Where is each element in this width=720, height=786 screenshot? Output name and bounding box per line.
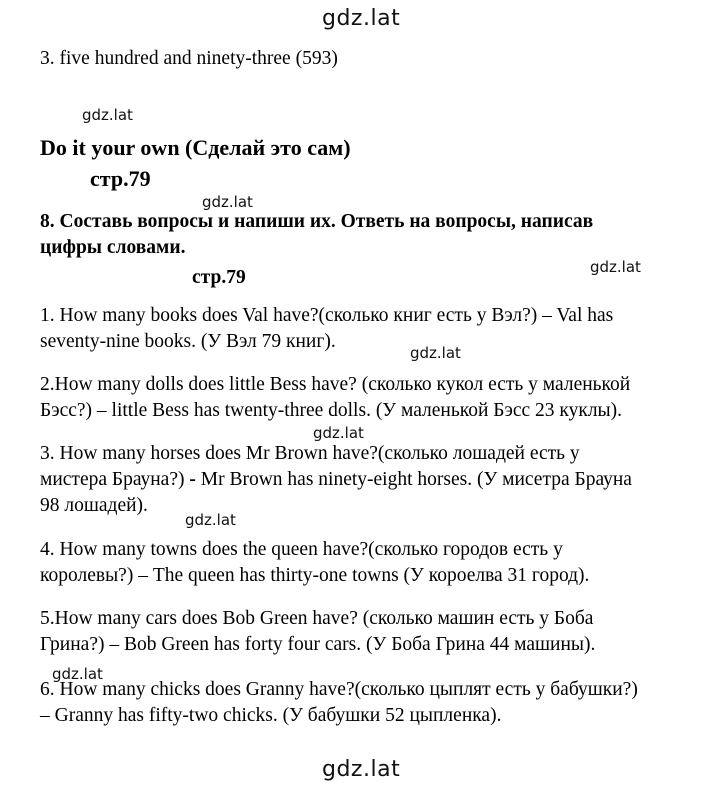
answer-3-line-2 [40,467,632,493]
answer-6-line-2: – Granny has fifty-two chicks. (У бабушки 52 цыпленка). [40,705,502,726]
task-line-2: цифры словами. [40,237,186,258]
answer-2-line-2: Бэсс?) – little Bess has twenty-three dolls. (У маленькой Бэсс 23 куклы). [40,400,623,421]
section-title: Do it your own (Сделай это сам) [40,135,351,160]
answer-4-line-1: 4. How many towns does the queen have?(сколько городов есть у [40,539,563,560]
answer-1-line-2: seventy-nine books. (У Вэл 79 книг). [40,331,336,352]
answer-3-line-3: 98 лошадей). [40,495,148,516]
answer-4-line-2: королевы?) – The queen has thirty-one towns (У короелва 31 город). [40,565,590,586]
dash-separator: - [189,469,196,490]
top-line: 3. five hundred and ninety-three (593) [40,48,338,69]
answer-5-line-1: 5.How many cars does Bob Green have? (сколько машин есть у Боба [40,608,594,629]
answer-6-line-1: 6. How many chicks does Granny have?(сколько цыплят есть у бабушки?) [40,679,638,700]
watermark-top: gdz.lat [322,6,401,31]
watermark: gdz.lat [202,193,253,211]
watermark: gdz.lat [185,511,236,529]
page-ref: стр.79 [90,166,151,191]
watermark: gdz.lat [82,106,133,124]
task-line-1: 8. Составь вопросы и напиши их. Ответь на вопросы, написав [40,211,594,232]
watermark: gdz.lat [313,424,364,442]
answer-3-line-1: 3. How many horses does Mr Brown have?(сколько лошадей есть у [40,443,580,464]
answer-1-line-1: 1. How many books does Val have?(сколько книг есть у Вэл?) – Val has [40,305,614,326]
watermark: gdz.lat [590,258,641,276]
answer-5-line-2: Грина?) – Bob Green has forty four cars. (У Боба Грина 44 машины). [40,634,596,655]
answer-3-line-2-end: Mr Brown has ninety-eight horses. (У мисетра Брауна [195,469,632,490]
watermark: gdz.lat [52,665,103,683]
watermark: gdz.lat [410,344,461,362]
watermark-bottom: gdz.lat [322,757,401,782]
answer-2-line-1: 2.How many dolls does little Bess have? (сколько кукол есть у маленькой [40,374,631,395]
answer-3-line-2-start: мистера Брауна?) [40,469,190,490]
task-page-ref: стр.79 [192,267,246,288]
